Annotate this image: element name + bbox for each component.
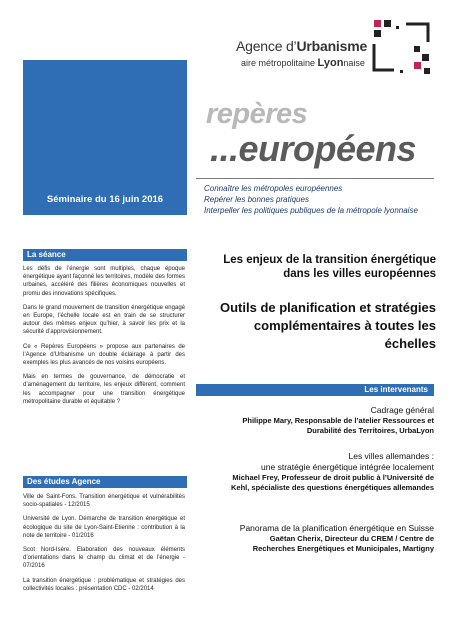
etude-item: Université de Lyon. Démarche de transition énergétique et écologique du site de Lyon-Saint-Etienne : contribution à la note de territoire - 01/2016	[23, 516, 185, 539]
talk-speaker: Recherches Energétiques et Municipales, Martigny	[252, 544, 434, 553]
cover-blue-panel	[23, 60, 187, 215]
main-title	[196, 253, 436, 281]
agency-subtitle: aire métropolitaine Lyonnaise	[241, 57, 365, 69]
section-heading-seance: La séance	[23, 249, 187, 261]
title-europeens: ...européens	[210, 128, 417, 169]
taglines	[204, 183, 418, 216]
etudes-list	[23, 493, 185, 599]
section-heading-intervenants: Les intervenants	[196, 384, 434, 396]
talk-title: Cadrage général	[370, 405, 434, 415]
sub-title-line: échelles	[384, 336, 436, 351]
talk-2	[196, 451, 434, 493]
talk-3	[196, 523, 434, 554]
talk-speaker: Michael Frey, Professeur de droit public à l’Université de	[232, 473, 434, 482]
sub-title-line: complémentaires à toutes les	[253, 318, 436, 333]
etude-item: Scot Nord-Isère. Elaboration des nouveaux éléments d’orientations dans le champ du climat et de l’énergie - 07/2016	[23, 547, 185, 570]
seance-paragraph: Ce « Repères Européens » propose aux partenaires de l’Agence d’Urbanisme un double éclairage à partir des exemples les plus avancés de nos voisins européens.	[23, 343, 185, 367]
talk-speaker: Kehl, spécialiste des questions énergétiques allemandes	[231, 483, 434, 492]
tagline-2: Repérer les bonnes pratiques	[204, 195, 309, 204]
seminar-date: Séminaire du 16 juin 2016	[46, 194, 164, 205]
tagline-1: Connaître les métropoles européennes	[204, 184, 343, 193]
talk-speaker: Philippe Mary, Responsable de l’atelier Ressources et	[242, 416, 434, 425]
talk-title: Les villes allemandes :	[348, 451, 434, 461]
talk-title: une stratégie énergétique intégrée localement	[261, 462, 434, 472]
main-title-line: dans les villes européennes	[283, 268, 436, 280]
agency-logo-icon	[370, 20, 434, 80]
etude-item: Ville de Saint-Fons. Transition énergétique et vulnérabilités socio-spatiales - 12/2015	[23, 494, 185, 509]
seance-text	[23, 265, 185, 412]
tagline-3: Interpeller les politiques publiques de la métropole lyonnaise	[204, 206, 418, 215]
agency-name: Agence d’Urbanisme	[236, 38, 368, 54]
sub-title	[196, 299, 436, 353]
seance-paragraph: Les défis de l’énergie sont multiples, chaque époque énergétique ayant façonné les territoires, modèle des formes urbaines, accéléré des filières économiques nouvelles et promu des innovations spécifiques.	[23, 266, 185, 297]
sub-title-line: Outils de planification et stratégies	[220, 300, 436, 315]
seance-paragraph: Mais en termes de gouvernance, de démocratie et d’aménagement du territoire, les enjeux diffèrent, comment les accompagner pour une transition énergétique métropolitaine durable et équitable ?	[23, 374, 185, 405]
title-divider	[196, 178, 434, 179]
talk-title: Panorama de la planification énergétique en Suisse	[239, 523, 434, 533]
main-title-line: Les enjeux de la transition énergétique	[223, 254, 436, 266]
title-reperes: repères	[206, 98, 308, 130]
talk-1	[196, 405, 434, 436]
talk-speaker: Durabilité des Territoires, UrbaLyon	[306, 426, 434, 435]
talk-speaker: Gaëtan Cherix, Directeur du CREM / Centre de	[269, 534, 434, 543]
seance-paragraph: Dans le grand mouvement de transition énergétique engagé en Europe, l’échelle locale est en train de se structurer autour des mêmes enjeux qu’hier, à savoir les prix et la sécurité d’approvisionnement.	[23, 304, 185, 336]
etude-item: La transition énergétique : problématique et stratégies des collectivités locales : présentation CDC - 02/2014	[23, 577, 185, 592]
section-heading-etudes: Des études Agence	[23, 476, 187, 488]
